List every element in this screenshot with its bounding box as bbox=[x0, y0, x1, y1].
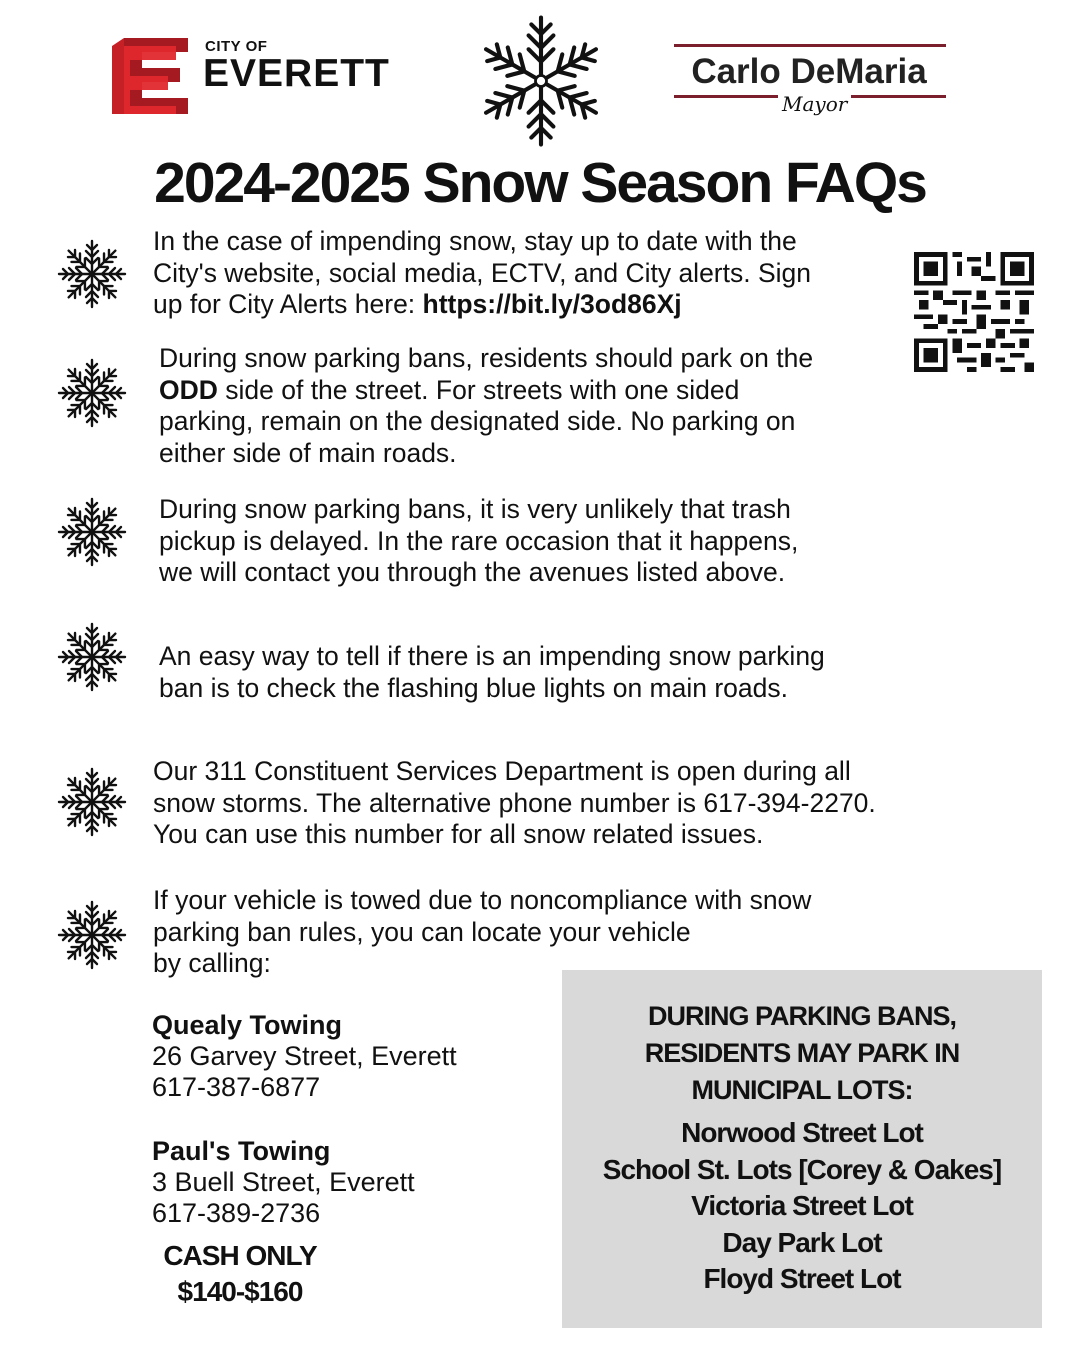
snowflake-icon bbox=[472, 12, 610, 150]
lots-heading-line: DURING PARKING BANS, bbox=[647, 1001, 956, 1031]
faq-line: An easy way to tell if there is an impending snow parking bbox=[159, 641, 825, 671]
snowflake-icon bbox=[56, 621, 128, 693]
towing-fee: $140-$160 bbox=[177, 1276, 303, 1307]
mayor-title: Mayor bbox=[778, 92, 851, 116]
snowflake-icon bbox=[56, 357, 128, 429]
towing-name: Quealy Towing bbox=[152, 1010, 343, 1040]
city-of-label: CITY OF bbox=[205, 38, 268, 55]
faq-lights bbox=[159, 641, 939, 704]
towing-address: 26 Garvey Street, Everett bbox=[152, 1041, 457, 1071]
faq-line: side of the street. For streets with one sided bbox=[217, 374, 740, 405]
towing-phone[interactable]: 617-387-6877 bbox=[152, 1072, 321, 1102]
snowflake-icon bbox=[56, 899, 128, 971]
faq-line: either side of main roads. bbox=[159, 437, 457, 468]
lots-heading-line: RESIDENTS MAY PARK IN bbox=[644, 1038, 960, 1068]
faq-line: ban is to check the flashing blue lights on main roads. bbox=[159, 672, 789, 703]
faq-line: City's website, social media, ECTV, and City alerts. Sign bbox=[153, 257, 812, 288]
faq-towed bbox=[153, 885, 933, 980]
faq-alerts bbox=[153, 226, 903, 321]
faq-line: parking, remain on the designated side. No parking on bbox=[159, 406, 796, 436]
faq-line: During snow parking bans, residents should park on the bbox=[159, 343, 814, 373]
everett-wordmark: EVERETT bbox=[203, 52, 390, 95]
towing-company-pauls bbox=[152, 1136, 552, 1229]
odd-side-emphasis: ODD bbox=[159, 374, 218, 405]
faq-services bbox=[153, 756, 973, 851]
lots-list bbox=[562, 1115, 1042, 1298]
city-alerts-link[interactable]: https://bit.ly/3od86Xj bbox=[422, 289, 682, 319]
faq-line: by calling: bbox=[153, 948, 271, 978]
mayor-signature bbox=[672, 44, 946, 128]
faq-line: snow storms. The alternative phone number is 617-394-2270. bbox=[153, 787, 876, 818]
list-item: School St. Lots [Corey & Oakes] bbox=[602, 1153, 1002, 1185]
faq-line: pickup is delayed. In the rare occasion that it happens, bbox=[159, 525, 799, 556]
page-title: 2024-2025 Snow Season FAQs bbox=[154, 151, 926, 215]
faq-line: parking ban rules, you can locate your vehicle bbox=[153, 916, 691, 947]
cash-only-label: CASH ONLY bbox=[163, 1240, 317, 1271]
faq-line: we will contact you through the avenues listed above. bbox=[159, 557, 786, 587]
list-item: Day Park Lot bbox=[722, 1226, 882, 1258]
faq-line: In the case of impending snow, stay up to date with the bbox=[153, 226, 797, 256]
towing-phone[interactable]: 617-389-2736 bbox=[152, 1198, 321, 1228]
faq-line: During snow parking bans, it is very unlikely that trash bbox=[159, 494, 791, 524]
city-of-everett-logo bbox=[112, 38, 188, 114]
mayor-top-rule bbox=[674, 44, 946, 47]
mayor-name: Carlo DeMaria bbox=[691, 52, 927, 91]
faq-trash bbox=[159, 494, 919, 589]
list-item: Victoria Street Lot bbox=[691, 1190, 913, 1221]
faq-line: Our 311 Constituent Services Department is open during all bbox=[153, 756, 851, 786]
municipal-lots-box bbox=[562, 970, 1042, 1328]
towing-company-quealy bbox=[152, 1010, 552, 1103]
snowflake-icon bbox=[56, 496, 128, 568]
faq-line: If your vehicle is towed due to noncompliance with snow bbox=[153, 885, 812, 915]
faq-line: up for City Alerts here: bbox=[153, 289, 423, 319]
qr-code[interactable] bbox=[914, 252, 1034, 372]
list-item: Floyd Street Lot bbox=[703, 1263, 901, 1294]
lots-heading bbox=[562, 998, 1042, 1109]
snowflake-icon bbox=[56, 766, 128, 838]
snowflake-icon bbox=[56, 238, 128, 310]
lots-heading-line: MUNICIPAL LOTS: bbox=[691, 1075, 913, 1105]
cash-only-notice bbox=[140, 1238, 340, 1310]
faq-line: You can use this number for all snow related issues. bbox=[153, 819, 764, 849]
towing-address: 3 Buell Street, Everett bbox=[152, 1167, 415, 1197]
towing-name: Paul's Towing bbox=[152, 1136, 331, 1166]
faq-parking bbox=[159, 343, 919, 469]
list-item: Norwood Street Lot bbox=[681, 1117, 923, 1148]
